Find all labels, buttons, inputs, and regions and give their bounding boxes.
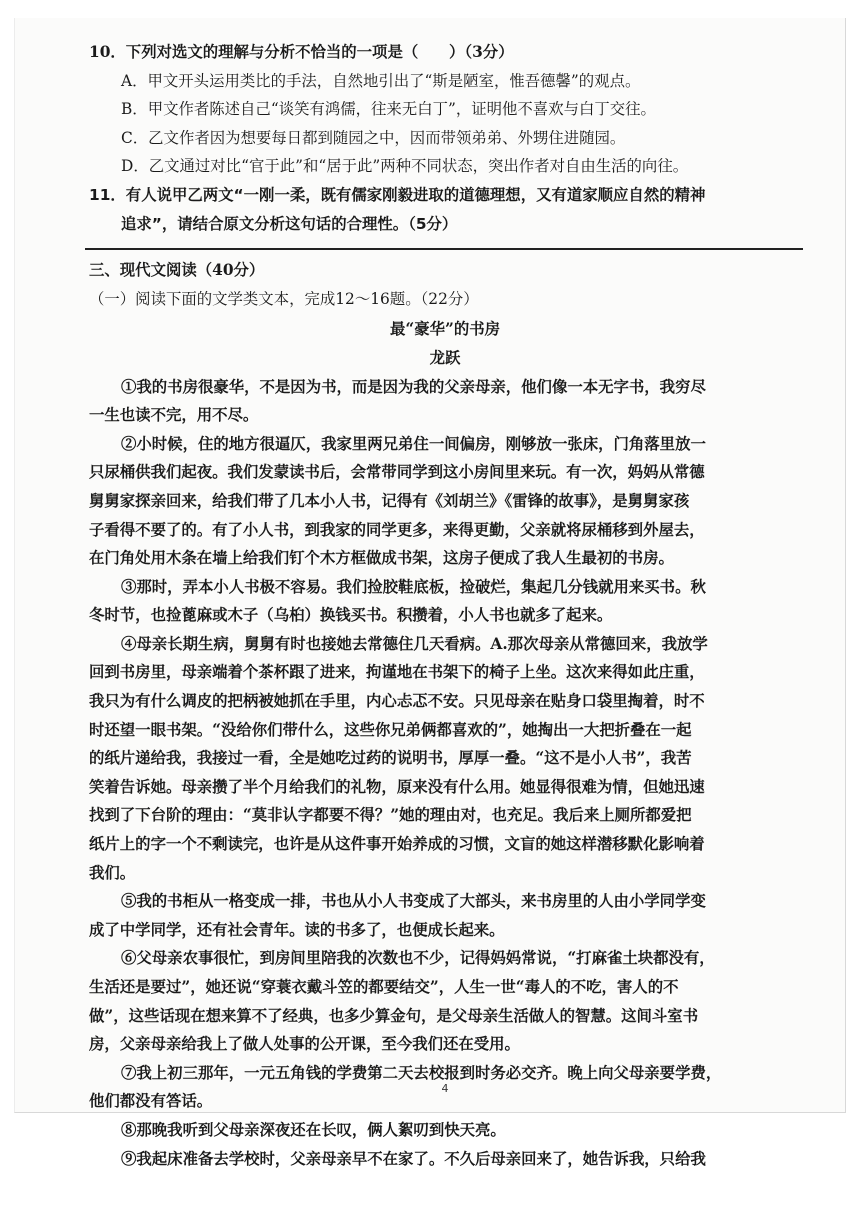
paragraph-line: 纸片上的字一个不剩读完，也许是从这件事开始养成的习惯，文盲的她这样潜移默化影响着 xyxy=(89,835,705,854)
question-10-stem: 10．下列对选文的理解与分析不恰当的一项是（ ）（3分） xyxy=(89,43,514,61)
exam-page xyxy=(14,18,846,1168)
section-heading: 三、现代文阅读（40分） xyxy=(89,261,265,280)
question-10-option-d: D．乙文通过对比“官于此”和“居于此”两种不同状态，突出作者对自由生活的向往。 xyxy=(121,157,689,176)
paragraph-line: 只尿桶供我们起夜。我们发蒙读书后，会常带同学到这小房间里来玩。有一次，妈妈从常德 xyxy=(89,463,705,482)
paragraph-line: ⑦我上初三那年，一元五角钱的学费第二天去校报到时务必交齐。晚上向父母亲要学费， xyxy=(121,1063,722,1082)
paragraph-line: ⑤我的书柜从一格变成一排，书也从小人书变成了大部头，来书房里的人由小学同学变 xyxy=(121,892,706,911)
paragraph-line: 子看得不要了的。有了小人书，到我家的同学更多，来得更勤，父亲就将尿桶移到外屋去， xyxy=(89,520,705,539)
paragraph-line: ⑨我起床准备去学校时，父亲母亲早不在家了。不久后母亲回来了，她告诉我，只给我 xyxy=(121,1149,706,1168)
paragraph-line: 做”，这些话现在想来算不了经典，也多少算金句，是父母亲生活做人的智慧。这间斗室书 xyxy=(89,1006,699,1025)
page-content xyxy=(89,38,801,1173)
article-author: 龙跃 xyxy=(429,348,461,367)
paragraph-line: ⑥父母亲农事很忙，到房间里陪我的次数也不少，记得妈妈常说，“打麻雀土块都没有， xyxy=(121,949,715,968)
article-title: 最“豪华”的书房 xyxy=(389,320,501,339)
paragraph-line: 房，父亲母亲给我上了做人处事的公开课，至今我们还在受用。 xyxy=(89,1035,520,1054)
paragraph-line: 冬时节，也捡蓖麻或木子（乌桕）换钱买书。积攒着，小人书也就多了起来。 xyxy=(89,606,613,625)
paragraph-line: 回到书房里，母亲端着个茶杯跟了进来，拘谨地在书架下的椅子上坐。这次来得如此庄重， xyxy=(89,663,705,682)
article-paragraph xyxy=(89,573,801,630)
question-11-line-2: 追求”，请结合原文分析这句话的合理性。（5分） xyxy=(121,214,458,233)
section-divider xyxy=(85,248,803,250)
paragraph-line: ①我的书房很豪华，不是因为书，而是因为我的父亲母亲，他们像一本无字书，我穷尽 xyxy=(121,377,706,396)
paragraph-line: ⑧那晚我听到父母亲深夜还在长叹，俩人絮叨到快天亮。 xyxy=(121,1120,506,1139)
paragraph-line: ④母亲长期生病，舅舅有时也接她去常德住几天看病。A.那次母亲从常德回来，我放学 xyxy=(121,634,708,653)
question-11-line-1: 11．有人说甲乙两文“一刚一柔，既有儒家刚毅进取的道德理想，又有道家顺应自然的精神 xyxy=(89,185,706,204)
article-paragraph xyxy=(89,630,801,887)
paragraph-line: ③那时，弄本小人书极不容易。我们捡胶鞋底板，捡破烂，集起几分钱就用来买书。秋 xyxy=(121,577,706,596)
article-paragraph xyxy=(89,373,801,430)
article-paragraph xyxy=(89,1145,801,1174)
article-paragraph xyxy=(89,430,801,573)
paragraph-line: 我只为有什么调皮的把柄被她抓在手里，内心忐忑不安。只见母亲在贴身口袋里掏着，时不 xyxy=(89,692,705,711)
section-subheading: （一）阅读下面的文学类文本，完成12～16题。（22分） xyxy=(89,289,479,308)
paragraph-line: ②小时候，住的地方很逼仄，我家里两兄弟住一间偏房，刚够放一张床，门角落里放一 xyxy=(121,434,706,453)
article-paragraph xyxy=(89,944,801,1058)
article-paragraph xyxy=(89,1116,801,1145)
question-10-option-c: C．乙文作者因为想要每日都到随园之中，因而带领弟弟、外甥住进随园。 xyxy=(121,128,626,147)
article-body xyxy=(89,373,801,1174)
paragraph-line: 笑着告诉她。母亲攒了半个月给我们的礼物，原来没有什么用。她显得很难为情，但她迅速 xyxy=(89,777,705,796)
paragraph-line: 我们。 xyxy=(89,863,136,882)
paragraph-line: 舅舅家探亲回来，给我们带了几本小人书，记得有《刘胡兰》《雷锋的故事》，是舅舅家孩 xyxy=(89,491,690,510)
paragraph-line: 的纸片递给我，我接过一看，全是她吃过药的说明书，厚厚一叠。“这不是小人书”，我苦 xyxy=(89,749,692,768)
paragraph-line: 在门角处用木条在墙上给我们钉个木方框做成书架，这房子便成了我人生最初的书房。 xyxy=(89,549,674,568)
page-number: 4 xyxy=(441,1082,449,1095)
paragraph-line: 他们都没有答话。 xyxy=(89,1092,213,1111)
paragraph-line: 时还望一眼书架。“没给你们带什么，这些你兄弟俩都喜欢的”，她掏出一大把折叠在一起 xyxy=(89,720,692,739)
article-paragraph xyxy=(89,887,801,944)
question-10-option-a: A．甲文开头运用类比的手法，自然地引出了“斯是陋室，惟吾德馨”的观点。 xyxy=(121,71,641,90)
paragraph-line: 成了中学同学，还有社会青年。读的书多了，也便成长起来。 xyxy=(89,920,505,939)
question-10-option-b: B．甲文作者陈述自己“谈笑有鸿儒，往来无白丁”，证明他不喜欢与白丁交往。 xyxy=(121,100,656,119)
paragraph-line: 找到了下台阶的理由：“莫非认字都要不得？”她的理由对，也充足。我后来上厕所都爱把 xyxy=(89,806,692,825)
paragraph-line: 生活还是要过”，她还说“穿蓑衣戴斗笠的都要结交”，人生一世“毒人的不吃，害人的不 xyxy=(89,978,679,996)
paragraph-line: 一生也读不完，用不尽。 xyxy=(89,406,259,425)
